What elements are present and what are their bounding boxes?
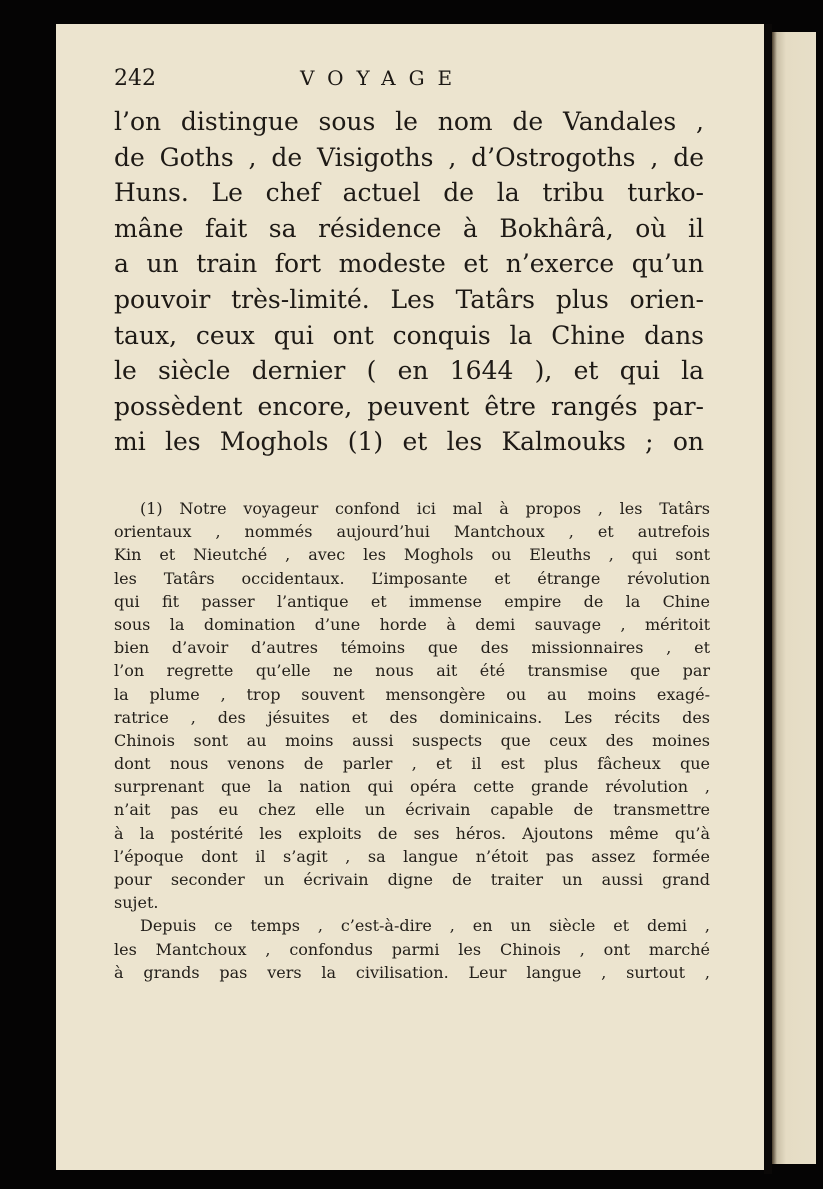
text-line: Huns. Le chef actuel de la tribu turko- (114, 178, 704, 208)
footnote-line: les Tatârs occidentaux. L’imposante et étrange révolution (114, 568, 710, 588)
footnote-line: bien d’avoir d’autres témoins que des missionnaires , et (114, 638, 710, 658)
text-line: de Goths , de Visigoths , d’Ostrogoths , de (114, 142, 704, 172)
footnote-line: n’ait pas eu chez elle un écrivain capable de transmettre (114, 800, 710, 820)
text-line: mâne fait sa résidence à Bokhârâ, où il (114, 213, 704, 243)
footnote-line: Chinois sont au moins aussi suspects que ceux des moines (114, 730, 710, 750)
footnote-line: qui fit passer l’antique et immense empire de la Chine (114, 591, 710, 611)
footnote-line: l’époque dont il s’agit , sa langue n’étoit pas assez formée (114, 846, 710, 866)
text-line: pouvoir très-limité. Les Tatârs plus orien- (114, 284, 704, 314)
text-line: le siècle dernier ( en 1644 ), et qui la (114, 356, 704, 386)
text-line: taux, ceux qui ont conquis la Chine dans (114, 320, 704, 350)
footnote-line: les Mantchoux , confondus parmi les Chinois , ont marché (114, 939, 710, 959)
text-line: a un train fort modeste et n’exerce qu’un (114, 249, 704, 279)
footnote-line: ratrice , des jésuites et des dominicains. Les récits des (114, 707, 710, 727)
footnote-line: surprenant que la nation qui opéra cette grande révolution , (114, 777, 710, 797)
book-gutter (764, 24, 772, 1174)
footnote-line: sous la domination d’une horde à demi sauvage , méritoit (114, 614, 710, 634)
text-line: possèdent encore, peuvent être rangés par- (114, 391, 704, 421)
footnote-line: la plume , trop souvent mensongère ou au moins exagé- (114, 684, 710, 704)
page-number: 242 (114, 66, 156, 91)
footnote-line: sujet. (114, 893, 159, 913)
facing-page-edge (772, 32, 816, 1164)
footnote-line: orientaux , nommés aujourd’hui Mantchoux , et autrefois (114, 522, 710, 542)
footnote (114, 497, 710, 984)
footnote-line: à la postérité les exploits de ses héros. Ajoutons même qu’à (114, 823, 710, 843)
text-line: mi les Moghols (1) et les Kalmouks ; on (114, 427, 704, 457)
footnote-line: Kin et Nieutché , avec les Moghols ou Eleuths , qui sont (114, 545, 710, 565)
footnote-line: (1) Notre voyageur confond ici mal à propos , les Tatârs (140, 499, 710, 518)
text-line: l’on distingue sous le nom de Vandales , (114, 107, 704, 136)
footnote-line: pour seconder un écrivain digne de traiter un aussi grand (114, 870, 710, 889)
main-text (114, 104, 704, 460)
footnote-line: à grands pas vers la civilisation. Leur langue , surtout , (114, 962, 710, 982)
footnote-line: dont nous venons de parler , et il est plus fâcheux que (114, 754, 710, 774)
running-head: VOYAGE (300, 66, 466, 90)
page-header (114, 66, 534, 96)
footnote-line: l’on regrette qu’elle ne nous ait été transmise que par (114, 661, 710, 681)
footnote-line: Depuis ce temps , c’est-à-dire , en un siècle et demi , (140, 916, 710, 936)
